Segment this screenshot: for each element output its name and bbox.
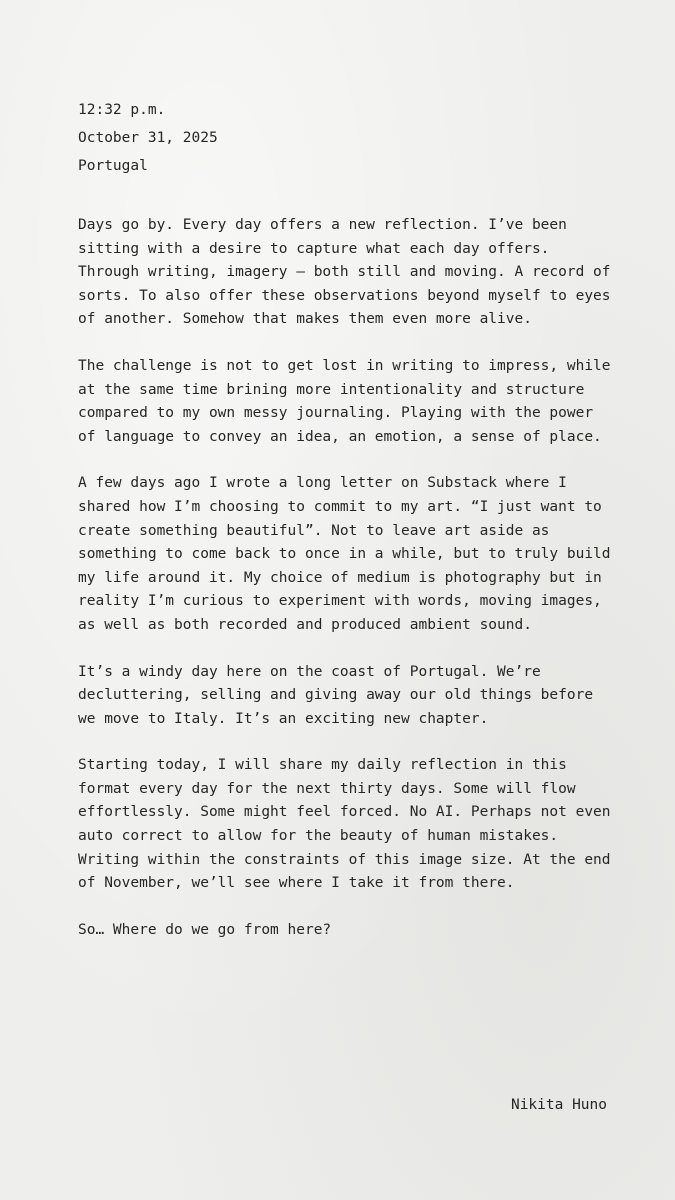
signature: Nikita Huno [510,1097,607,1113]
paragraph-1: Days go by. Every day offers a new reflection. I’ve been sitting with a desire to capture what each day offers. Through writing, imagery — both still and moving. A record of sorts. To also offer these observations beyond myself to eyes of another. Somehow that makes them even more alive. [78,217,611,328]
paragraph-2: The challenge is not to get lost in writing to impress, while at the same time brining more intentionality and structure compared to my own messy journaling. Playing with the power of language to convey an idea, an emotion, a sense of place. [78,357,611,445]
paragraph-6: So… Where do we go from here? [78,921,332,938]
letter-header [78,96,618,180]
paragraph-4: It’s a windy day here on the coast of Portugal. We’re decluttering, selling and giving away our old things before we move to Italy. It’s an exciting new chapter. [78,663,594,727]
letter-body [78,96,618,965]
location-stamp: Portugal [78,158,148,174]
time-stamp: 12:32 p.m. [78,102,166,118]
date-stamp: October 31, 2025 [78,130,218,146]
paragraph-5: Starting today, I will share my daily reflection in this format every day for the next thirty days. Some will flow effortlessly. Some might feel forced. No AI. Perhaps not even auto correct to allow for the beauty of human mistakes. Writing within the constraints of this image size. At the end of November, we’ll see where I take it from there. [78,757,611,892]
paragraph-3: A few days ago I wrote a long letter on Substack where I shared how I’m choosing to commit to my art. “I just want to create something beautiful”. Not to leave art aside as something to come back to once in a while, but to truly build my life around it. My choice of medium is photography but in reality I’m curious to experiment with words, moving images, as well as both recorded and produced ambient sound. [78,475,611,633]
